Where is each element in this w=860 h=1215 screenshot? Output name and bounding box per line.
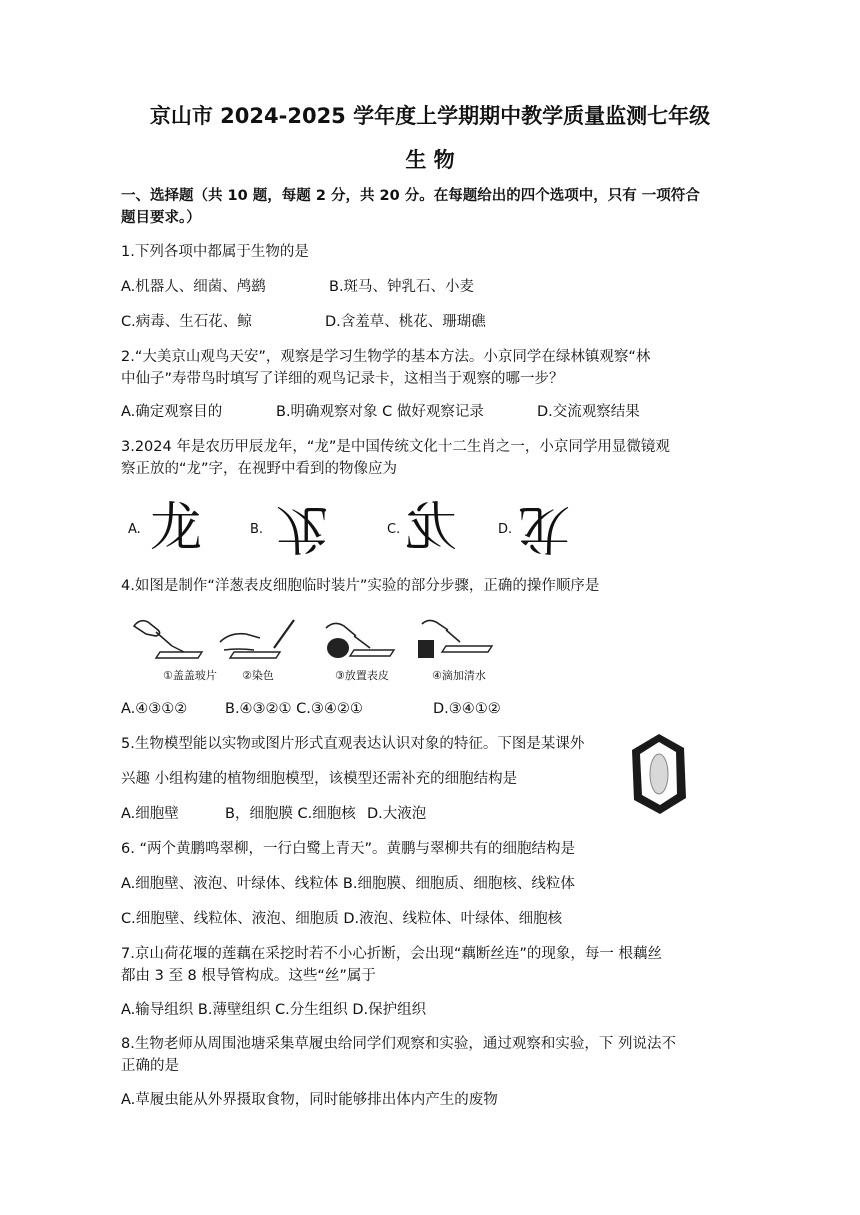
q2-stem-line2: 中仙子”寿带鸟时填写了详细的观鸟记录卡，这相当于观察的哪一步？ bbox=[121, 371, 564, 387]
q3-glyph-c: 龙 bbox=[405, 498, 458, 558]
q1-option-b: B.斑马、钟乳石、小麦 bbox=[329, 279, 475, 295]
q5-option-d: D.大液泡 bbox=[367, 806, 427, 822]
q7-stem-line1: 7.京山荷花堰的莲藕在采挖时若不小心折断，会出现“藕断丝连”的现象，每一 根藕丝 bbox=[121, 946, 662, 962]
q8-option-a: A.草履虫能从外界摄取食物，同时能够排出体内产生的废物 bbox=[121, 1092, 498, 1108]
q5-stem-line1: 5.生物模型能以实物或图片形式直观表达认识对象的特征。下图是某课外 bbox=[121, 736, 585, 752]
q8-stem-line1: 8.生物老师从周围池塘采集草履虫给同学们观察和实验，通过观察和实验，下 列说法不 bbox=[121, 1036, 676, 1052]
q1-option-d: D.含羞草、桃花、珊瑚礁 bbox=[325, 314, 486, 330]
q3-stem-line1: 3.2024 年是农历甲辰龙年，“龙”是中国传统文化十二生肖之一，小京同学用显微镜观 bbox=[121, 439, 670, 455]
q3-glyph-b: 龙 bbox=[276, 498, 329, 558]
q3-label-b: B. bbox=[250, 522, 264, 537]
q3-glyph-d: 龙 bbox=[518, 498, 571, 558]
plant-cell-model-image bbox=[630, 732, 688, 816]
section-heading-line2: 题目要求。） bbox=[121, 210, 201, 226]
q4-option-a: A.④③①② bbox=[121, 701, 188, 717]
q1-option-a: A.机器人、细菌、鸬鹚 bbox=[121, 279, 266, 295]
subject-title: 生 物 bbox=[405, 148, 455, 172]
q8-stem-line2: 正确的是 bbox=[121, 1058, 179, 1074]
q1-stem: 1.下列各项中都属于生物的是 bbox=[121, 244, 309, 260]
q4-option-d: D.③④①② bbox=[433, 701, 501, 717]
q2-option-d: D.交流观察结果 bbox=[537, 404, 640, 420]
q3-label-a: A. bbox=[128, 522, 141, 537]
q4-step-4: ④滴加清水 bbox=[432, 669, 486, 682]
q4-step-1: ①盖盖玻片 bbox=[163, 669, 217, 682]
exam-title: 京山市 2024-2025 学年度上学期期中教学质量监测七年级 bbox=[149, 104, 711, 128]
q4-stem: 4.如图是制作“洋葱表皮细胞临时装片”实验的部分步骤，正确的操作顺序是 bbox=[121, 578, 600, 594]
q2-option-bc: B.明确观察对象 C 做好观察记录 bbox=[276, 404, 484, 420]
add-water-illustration bbox=[412, 614, 496, 664]
q3-label-d: D. bbox=[498, 522, 513, 537]
q5-stem-line2: 兴趣 小组构建的植物细胞模型，该模型还需补充的细胞结构是 bbox=[121, 771, 518, 787]
q6-stem: 6. “两个黄鹏鸣翠柳，一行白鹭上青天”。黄鹏与翠柳共有的细胞结构是 bbox=[121, 841, 575, 857]
q5-option-a: A.细胞壁 bbox=[121, 806, 179, 822]
q3-glyph-a: 龙 bbox=[150, 498, 203, 558]
q6-options-ab: A.细胞壁、液泡、叶绿体、线粒体 B.细胞膜、细胞质、细胞核、线粒体 bbox=[121, 876, 575, 892]
q4-option-bc: B.④③②① C.③④②① bbox=[225, 701, 363, 717]
q4-step-3: ③放置表皮 bbox=[335, 669, 389, 682]
q1-option-c: C.病毒、生石花、鲸 bbox=[121, 314, 252, 330]
section-heading-line1: 一、选择题（共 10 题，每题 2 分，共 20 分。在每题给出的四个选项中，只有 一项符合 bbox=[121, 188, 700, 204]
q3-stem-line2: 察正放的“龙”字，在视野中看到的物像应为 bbox=[121, 461, 398, 477]
q6-options-cd: C.细胞壁、线粒体、液泡、细胞质 D.液泡、线粒体、叶绿体、细胞核 bbox=[121, 911, 563, 927]
q2-stem-line1: 2.“大美京山观鸟天安”，观察是学习生物学的基本方法。小京同学在绿林镇观察“林 bbox=[121, 349, 651, 365]
q5-option-bc: B，细胞膜 C.细胞核 bbox=[225, 806, 356, 822]
cover-slip-illustration bbox=[126, 612, 206, 662]
q7-stem-line2: 都由 3 至 8 根导管构成。这些“丝”属于 bbox=[121, 968, 376, 984]
q3-label-c: C. bbox=[387, 522, 401, 537]
placing-epidermis-illustration bbox=[318, 614, 398, 664]
q7-options: A.输导组织 B.薄壁组织 C.分生组织 D.保护组织 bbox=[121, 1002, 427, 1018]
q2-option-a: A.确定观察目的 bbox=[121, 404, 223, 420]
staining-illustration bbox=[214, 612, 300, 662]
q4-step-2: ②染色 bbox=[242, 669, 274, 682]
